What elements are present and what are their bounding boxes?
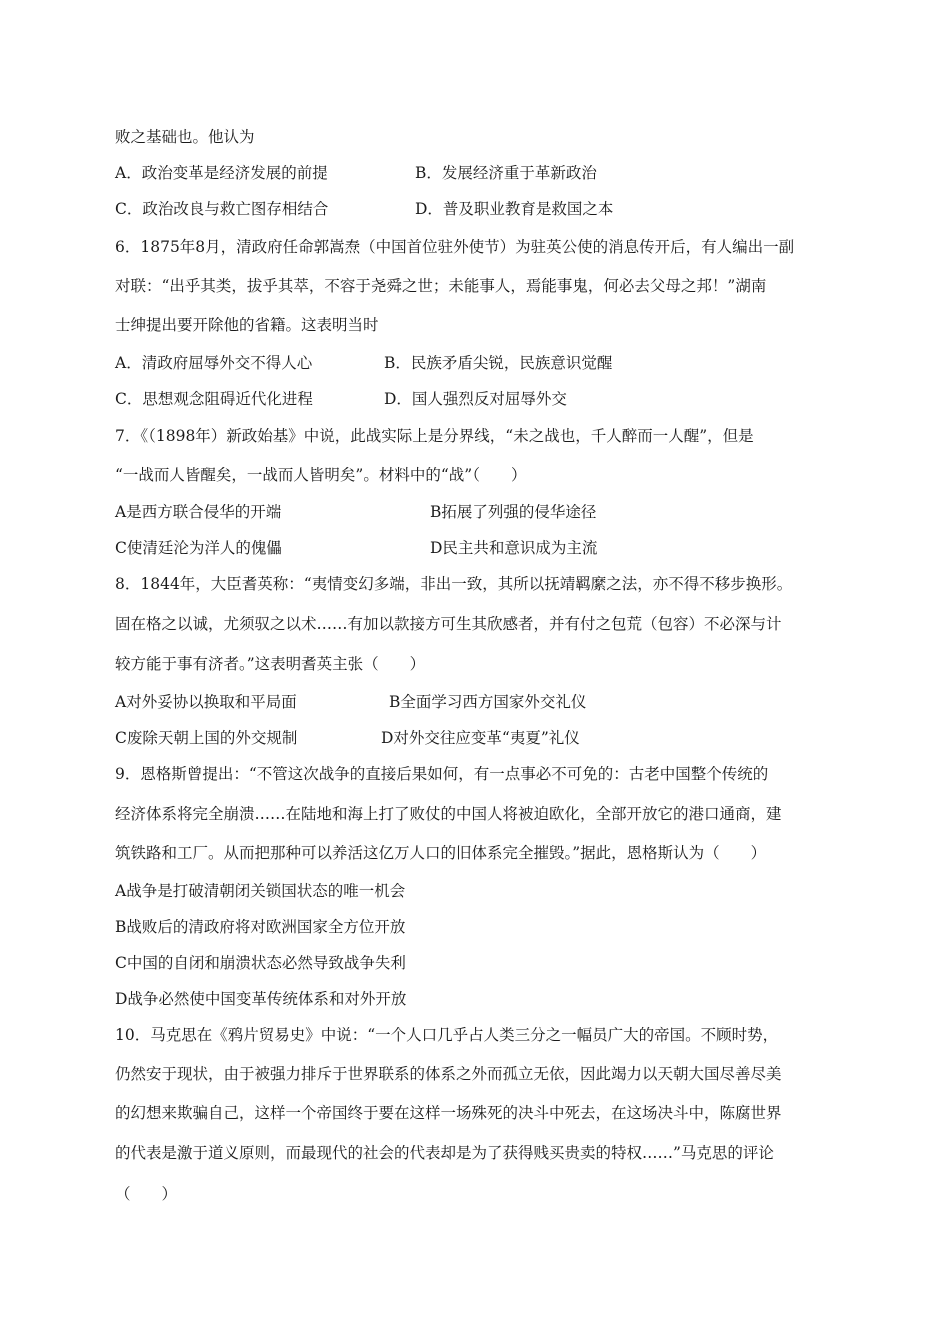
q8-option-a: A对外妥协以换取和平局面	[115, 693, 297, 711]
q6-option-row-2	[115, 389, 860, 409]
q7-option-row-1	[115, 502, 860, 522]
q9-stem-line-2: 经济体系将完全崩溃……在陆地和海上打了败仗的中国人将被迫欧化，全部开放它的港口通商，建	[115, 805, 782, 823]
q6-option-row-1	[115, 353, 860, 373]
q6-option-c: C．思想观念阻碍近代化进程	[115, 390, 313, 408]
q6-stem-line-1: 6．1875年8月，清政府任命郭嵩焘（中国首位驻外使节）为驻英公使的消息传开后，有人编出一副	[115, 238, 795, 256]
q8-stem-line-3: 较方能于事有济者。”这表明耆英主张（ ）	[115, 655, 426, 673]
q5-option-c: C．政治改良与救亡图存相结合	[115, 200, 329, 218]
q10-answer-blank: （ ）	[115, 1185, 178, 1203]
q5-option-row-1	[115, 163, 860, 183]
q5-option-row-2	[115, 199, 860, 219]
q9-stem-line-1: 9．恩格斯曾提出：“不管这次战争的直接后果如何，有一点事必不可免的：古老中国整个传统的	[115, 765, 769, 783]
q10-stem-line-3: 的幻想来欺骗自己，这样一个帝国终于要在这样一场殊死的决斗中死去，在这场决斗中，陈腐世界	[115, 1104, 782, 1122]
q7-option-d: D民主共和意识成为主流	[430, 539, 598, 557]
q6-option-b: B．民族矛盾尖锐，民族意识觉醒	[384, 354, 613, 372]
q5-text-cont: 败之基础也。他认为	[115, 128, 255, 146]
q7-stem-line-2: “一战而人皆醒矣，一战而人皆明矣”。材料中的“战”（ ）	[115, 466, 527, 484]
q6-option-d: D．国人强烈反对屈辱外交	[384, 390, 567, 408]
q8-option-b: B全面学习西方国家外交礼仪	[389, 693, 587, 711]
q8-option-d: D对外交往应变革“夷夏”礼仪	[381, 729, 580, 747]
q7-option-a: A是西方联合侵华的开端	[115, 503, 282, 521]
q6-option-a: A．清政府屈辱外交不得人心	[115, 354, 313, 372]
q10-stem-line-1: 10．马克思在《鸦片贸易史》中说：“一个人口几乎占人类三分之一幅员广大的帝国。不顾时势，	[115, 1026, 779, 1044]
q9-option-b: B战败后的清政府将对欧洲国家全方位开放	[115, 918, 406, 936]
q5-option-b: B．发展经济重于革新政治	[415, 164, 597, 182]
q7-option-c: C使清廷沦为洋人的傀儡	[115, 539, 282, 557]
q9-option-a: A战争是打破清朝闭关锁国状态的唯一机会	[115, 882, 406, 900]
q8-option-c: C废除天朝上国的外交规制	[115, 729, 298, 747]
q9-stem-line-3: 筑铁路和工厂。从而把那种可以养活这亿万人口的旧体系完全摧毁。”据此，恩格斯认为（ ）	[115, 844, 767, 862]
q6-stem-line-2: 对联：“出乎其类，拔乎其萃，不容于尧舜之世；未能事人，焉能事鬼，何必去父母之邦！”湖南	[115, 277, 767, 295]
q7-option-row-2	[115, 538, 860, 558]
q8-option-row-2	[115, 728, 860, 748]
q8-stem-line-2: 固在格之以诚，尤须驭之以术……有加以款接方可生其欣感者，并有付之包荒（包容）不必深与计	[115, 615, 782, 633]
q9-option-c: C中国的自闭和崩溃状态必然导致战争失利	[115, 954, 406, 972]
q5-option-a: A．政治变革是经济发展的前提	[115, 164, 328, 182]
q7-stem-line-1: 7．《（1898年）新政始基》中说，此战实际上是分界线，“未之战也，千人醉而一人醒”，但是	[115, 427, 754, 445]
q9-option-d: D战争必然使中国变革传统体系和对外开放	[115, 990, 407, 1008]
q8-stem-line-1: 8．1844年，大臣耆英称：“夷情变幻多端，非出一致，其所以抚靖羁縻之法，亦不得不移步换形。	[115, 575, 793, 593]
q10-stem-line-4: 的代表是激于道义原则，而最现代的社会的代表却是为了获得贱买贵卖的特权……”马克思的评论	[115, 1144, 774, 1162]
q6-stem-line-3: 士绅提出要开除他的省籍。这表明当时	[115, 316, 379, 334]
q8-option-row-1	[115, 692, 860, 712]
q7-option-b: B拓展了列强的侵华途径	[430, 503, 597, 521]
q5-option-d: D．普及职业教育是救国之本	[415, 200, 614, 218]
q10-stem-line-2: 仍然安于现状，由于被强力排斥于世界联系的体系之外而孤立无依，因此竭力以天朝大国尽善尽美	[115, 1065, 782, 1083]
